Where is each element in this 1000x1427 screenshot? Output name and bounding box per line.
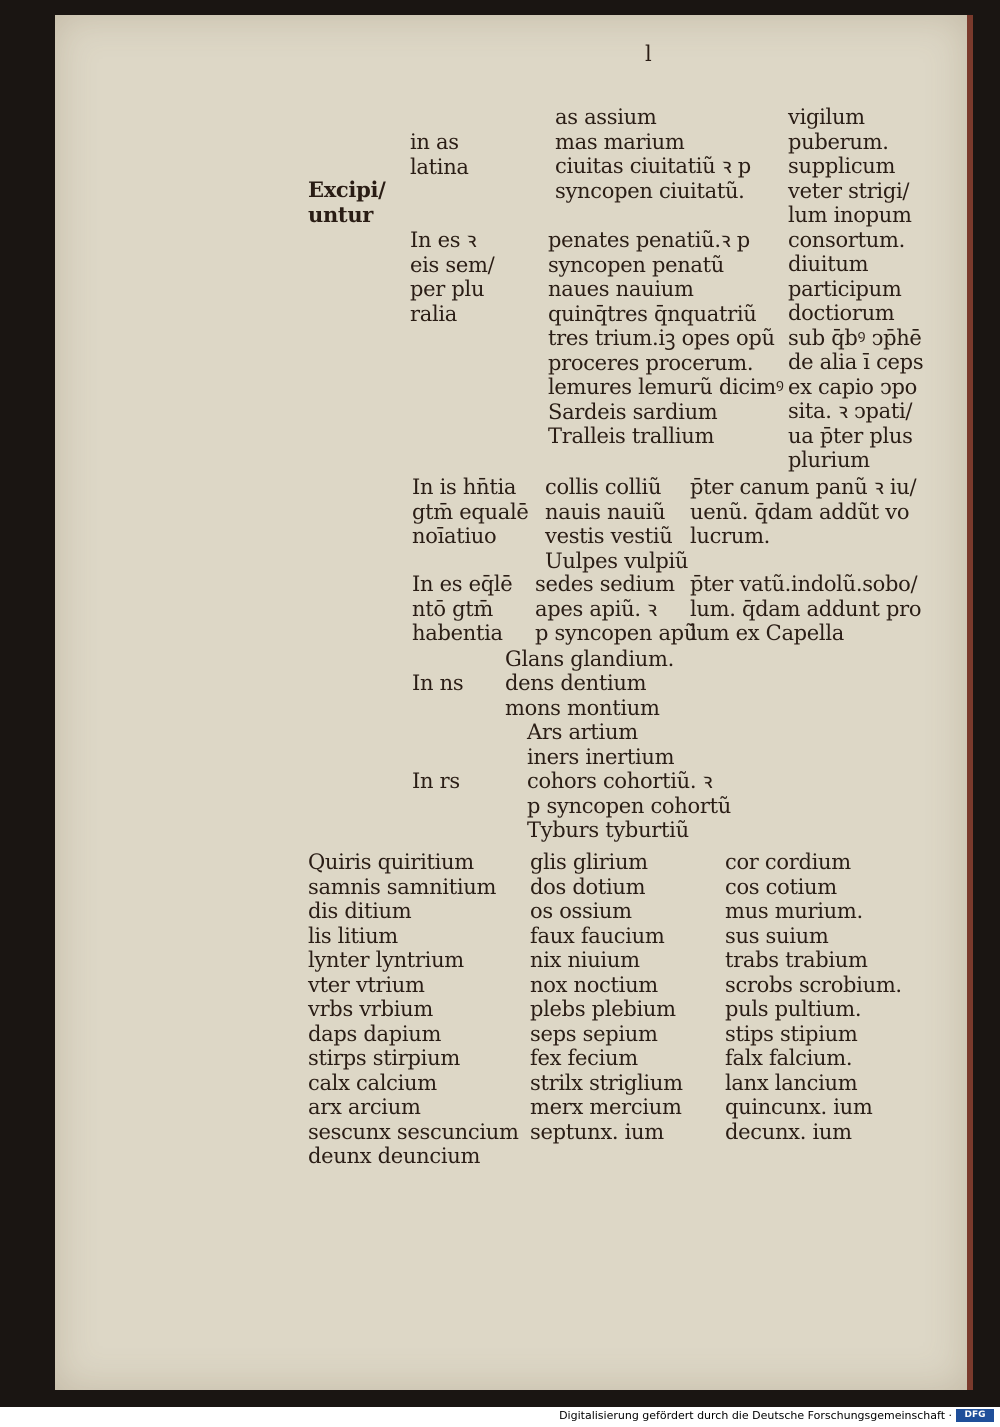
declension-entry: iners inertium — [527, 744, 675, 769]
declension-entry: arx arcium — [308, 1095, 421, 1119]
declension-entry: plebs plebium — [530, 997, 676, 1021]
declension-entry: supplicum — [788, 154, 896, 178]
declension-entry: dis ditium — [308, 899, 412, 923]
declension-entry: stips stipium — [725, 1021, 858, 1046]
category-label: In es eq̄lē — [412, 572, 513, 596]
declension-entry: Tralleis trallium — [548, 424, 715, 448]
declension-entry: p syncopen cohortũ — [527, 793, 731, 818]
exception-note: uenũ. q̄dam addũt vo — [690, 499, 910, 524]
declension-entry: mus murium. — [725, 899, 863, 923]
category-label: gtm̄ equalē — [412, 499, 529, 524]
declension-entry: Quiris quiritium — [308, 850, 474, 874]
declension-entry: strilx striglium — [530, 1070, 683, 1095]
declension-entry: Glans glandium. — [505, 647, 674, 671]
category-label: In is hn̄tia — [412, 475, 517, 499]
declension-entry: quinq̄tres q̄nquatriũ — [548, 301, 757, 326]
declension-entry: fex fecium — [530, 1046, 638, 1070]
declension-entry: daps dapium — [308, 1021, 442, 1046]
category-label: ntō gtm̄ — [412, 596, 493, 621]
exception-note: lum. q̄dam addunt pro — [690, 596, 922, 621]
declension-entry: sus suium — [725, 923, 829, 948]
declension-entry: sedes sedium — [535, 572, 675, 596]
declension-entry: cor cordium — [725, 850, 851, 874]
declension-entry: deunx deuncium — [308, 1144, 481, 1168]
declension-entry: glis glirium — [530, 850, 648, 874]
declension-entry: vrbs vrbium — [308, 997, 433, 1021]
exception-note: lum ex Capella — [690, 621, 844, 645]
category-label: eis sem/ — [410, 252, 495, 277]
declension-entry: doctiorum — [788, 301, 895, 325]
declension-entry: syncopen ciuitatũ. — [555, 178, 745, 203]
category-label: habentia — [412, 621, 503, 645]
declension-entry: puberum. — [788, 129, 889, 154]
exception-note: p̄ter vatũ.indolũ.sobo/ — [690, 572, 918, 596]
declension-entry: syncopen penatũ — [548, 252, 725, 277]
declension-entry: lum inopum — [788, 203, 912, 227]
declension-entry: trabs trabium — [725, 948, 868, 972]
declension-entry: Ars artium — [527, 720, 638, 744]
declension-entry: sub q̄bꝰ ↄp̄hē — [788, 325, 922, 350]
declension-entry: plurium — [788, 448, 870, 472]
declension-entry: as assium — [555, 105, 657, 129]
declension-entry: de alia ī ceps — [788, 350, 924, 374]
declension-entry: calx calcium — [308, 1070, 437, 1095]
declension-entry: collis colliũ — [545, 475, 662, 499]
declension-entry: penates penatiũ.ꝛ p — [548, 228, 750, 252]
declension-entry: ua p̄ter plus — [788, 423, 913, 448]
declension-entry: dos dotium — [530, 874, 646, 899]
declension-entry: puls pultium. — [725, 997, 862, 1021]
declension-entry: Tyburs tyburtiũ — [527, 818, 689, 842]
category-label: In ns — [412, 671, 464, 695]
declension-entry: ciuitas ciuitatiũ ꝛ p — [555, 154, 751, 178]
declension-entry: tres trium.iꝫ opes opũ — [548, 326, 775, 350]
margin-heading: untur — [308, 201, 374, 227]
declension-entry: vestis vestiũ — [545, 524, 673, 548]
dfg-logo: DFG — [956, 1409, 994, 1422]
declension-entry: cos cotium — [725, 874, 837, 899]
declension-entry: os ossium — [530, 899, 632, 923]
margin-heading: Excipi/ — [308, 177, 386, 202]
declension-entry: stirps stirpium — [308, 1046, 460, 1070]
exception-note: lucrum. — [690, 524, 771, 548]
declension-entry: nix niuium — [530, 948, 640, 972]
footer-credit: Digitalisierung gefördert durch die Deutsche Forschungsgemeinschaft · — [559, 1409, 952, 1422]
declension-entry: falx falcium. — [725, 1046, 853, 1070]
category-label: per plu — [410, 277, 485, 301]
declension-entry: lynter lyntrium — [308, 948, 464, 972]
category-label: In rs — [412, 769, 460, 793]
category-label: noīatiuo — [412, 524, 497, 548]
declension-entry: samnis samnitium — [308, 874, 497, 899]
declension-entry: septunx. ium — [530, 1119, 664, 1144]
declension-entry: vter vtrium — [308, 972, 425, 997]
declension-entry: ex capio ↄpo — [788, 374, 917, 399]
declension-entry: quincunx. ium — [725, 1095, 873, 1119]
category-label: ralia — [410, 301, 458, 326]
declension-entry: consortum. — [788, 227, 905, 252]
top-mark: l — [645, 42, 652, 66]
declension-entry: lanx lancium — [725, 1070, 858, 1095]
page-edge — [967, 15, 973, 1390]
category-label: In es ꝛ — [410, 228, 477, 252]
declension-entry: cohors cohortiũ. ꝛ — [527, 769, 713, 793]
declension-entry: nox noctium — [530, 972, 658, 997]
declension-entry: lemures lemurũ dicimꝰ — [548, 375, 784, 399]
category-label: in as — [410, 130, 459, 154]
declension-entry: proceres procerum. — [548, 350, 754, 375]
declension-entry: diuitum — [788, 252, 869, 276]
declension-entry: veter strigi/ — [788, 178, 910, 203]
declension-entry: faux faucium — [530, 923, 665, 948]
declension-entry: apes apiũ. ꝛ — [535, 596, 657, 621]
declension-entry: naues nauium — [548, 277, 694, 301]
declension-entry: p syncopen apũ — [535, 621, 698, 645]
declension-entry: decunx. ium — [725, 1119, 852, 1144]
declension-entry: sita. ꝛ ↄpati/ — [788, 399, 913, 423]
declension-entry: sescunx sescuncium — [308, 1119, 519, 1144]
declension-entry: nauis nauiũ — [545, 499, 666, 524]
category-label: latina — [410, 154, 469, 179]
declension-entry: lis litium — [308, 923, 398, 948]
declension-entry: participum — [788, 276, 902, 301]
declension-entry: Uulpes vulpiũ — [545, 548, 689, 573]
exception-note: p̄ter canum panũ ꝛ iu/ — [690, 475, 917, 499]
declension-entry: vigilum — [788, 105, 865, 129]
declension-entry: Sardeis sardium — [548, 399, 718, 424]
declension-entry: mons montium — [505, 695, 660, 720]
declension-entry: dens dentium — [505, 671, 647, 695]
declension-entry: scrobs scrobium. — [725, 972, 902, 997]
declension-entry: mas marium — [555, 129, 685, 154]
declension-entry: seps sepium — [530, 1021, 658, 1046]
declension-entry: merx mercium — [530, 1095, 682, 1119]
